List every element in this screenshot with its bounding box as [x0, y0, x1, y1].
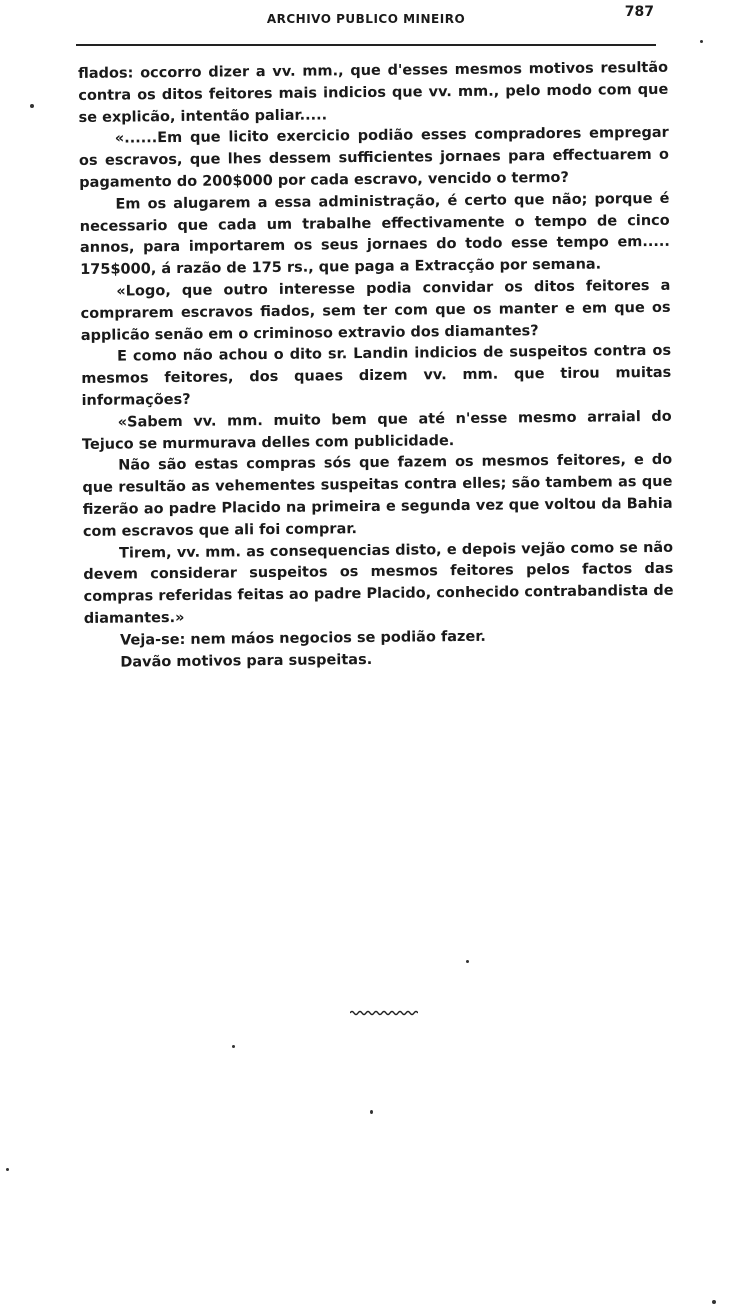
paragraph-5: E como não achou o dito sr. Landin indicios de suspeitos contra os mesmos feitores, dos quaes dizem vv. mm. que tirou muitas informações? [81, 343, 672, 409]
scan-speck [30, 104, 34, 108]
paragraph-1: flados: occorro dizer a vv. mm., que d'esses mesmos motivos resultão contra os ditos feitores mais indicios que vv. mm., pelo modo com que se explicão, intentão paliar..... [78, 59, 669, 126]
paragraph-6: «Sabem vv. mm. muito bem que até n'esse mesmo arraial do Tejuco se murmurava delles com publicidade. [81, 408, 672, 453]
page-header [76, 6, 656, 36]
paragraph-3: Em os alugarem a essa administração, é certo que não; porque é necessario que cada um trabalhe effectivamente o tempo de cinco annos, para importarem os seus jornaes do todo esse tempo em..... 175$000, á razão de 175 rs., que paga a Extracção por semana. [79, 190, 670, 279]
paragraph-8: Tirem, vv. mm. as consequencias disto, e depois vejão como se não devem considerar suspeitos os mesmos feitores pelos factos das compras referidas feitas ao padre Placido, conhecido contrabandista de diamantes.» [83, 539, 674, 627]
paragraph-9: Veja-se: nem máos negocios se podião fazer. [119, 628, 486, 649]
paragraph-2: «......Em que licito exercicio podião esses compradores empregar os escravos, que lhes dessem sufficientes jornaes para effectuarem o pagamento do 200$000 por cada escravo, vencido o termo? [78, 125, 670, 191]
scan-speck [712, 1300, 716, 1304]
paragraph-10: Davão motivos para suspeitas. [120, 651, 373, 671]
paragraph-4: «Logo, que outro interesse podia convidar os ditos feitores a comprarem escravos fiados, sem ter com que os manter e em que os applicão senão em o criminoso extravio dos diamantes? [80, 277, 671, 344]
page-number: 787 [624, 4, 654, 20]
scan-speck [6, 1168, 9, 1171]
scan-speck [466, 960, 469, 963]
scan-speck [370, 1110, 373, 1114]
end-ornament [350, 1010, 418, 1016]
running-title: ARCHIVO PUBLICO MINEIRO [266, 12, 466, 26]
scan-speck [232, 1045, 235, 1048]
scan-speck [700, 40, 703, 43]
header-rule [76, 44, 656, 46]
paragraph-7: Não são estas compras sós que fazem os mesmos feitores, e do que resultão as vehementes suspeitas contra elles; são tambem as que fizerão ao padre Placido na primeira e segunda vez que voltou da Bahia com escravos que ali foi comprar. [82, 452, 673, 540]
body-text [78, 58, 674, 674]
